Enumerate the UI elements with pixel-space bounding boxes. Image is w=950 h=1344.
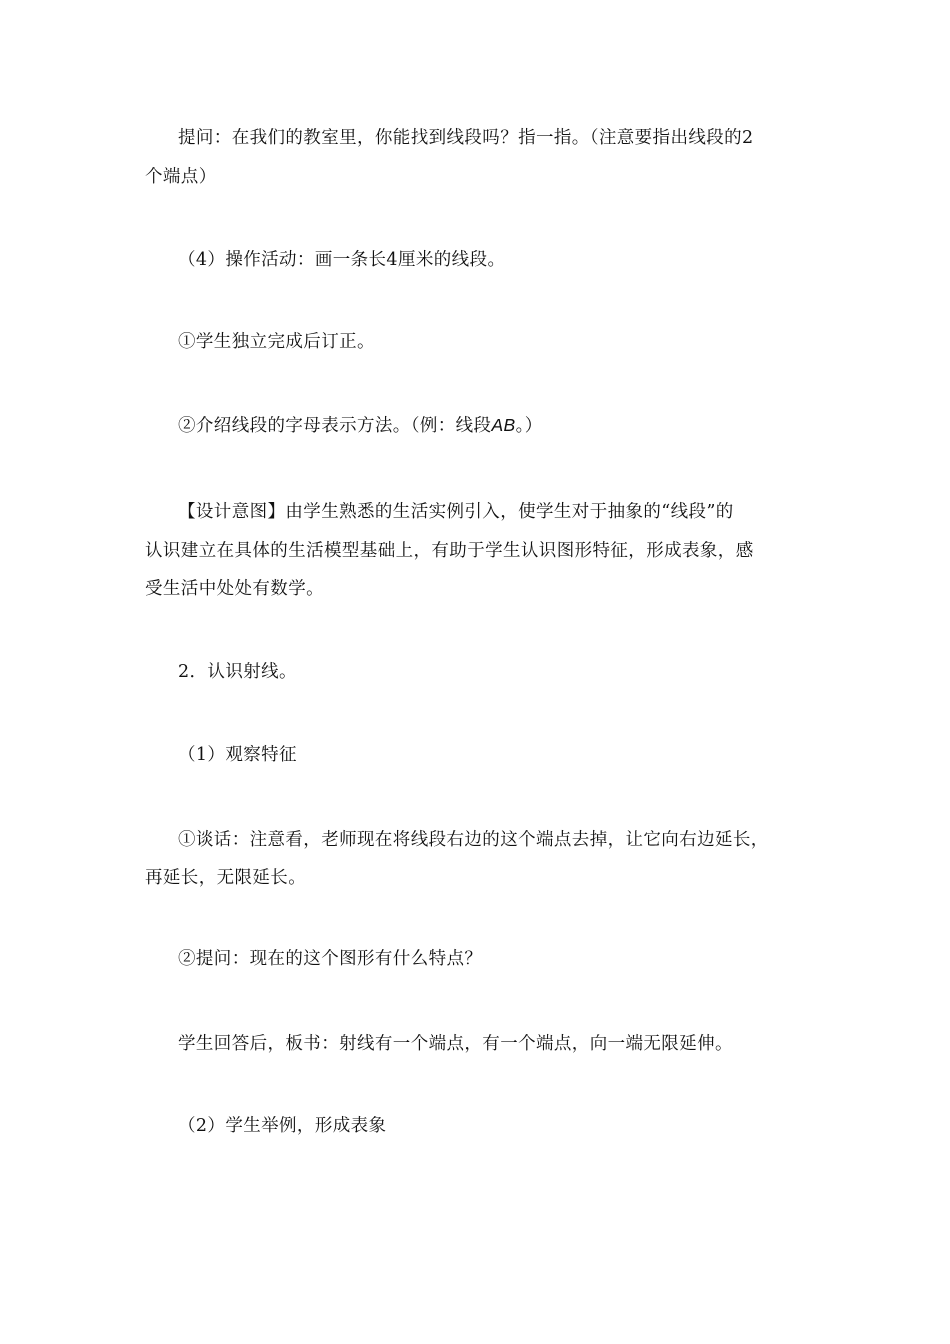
paragraph-activity: （4）操作活动：画一条长4厘米的线段。 xyxy=(178,250,506,270)
paragraph-step1: ①学生独立完成后订正。 xyxy=(178,332,375,352)
paragraph-question-line2: 个端点） xyxy=(145,167,217,187)
paragraph-question-line1: 提问：在我们的教室里，你能找到线段吗？指一指。（注意要指出线段的2 xyxy=(178,128,754,148)
segment-letters: AB xyxy=(491,415,516,435)
paragraph-talk-line1: ①谈话：注意看，老师现在将线段右边的这个端点去掉，让它向右边延长， xyxy=(178,830,769,850)
paragraph-design-intent-line2: 认识建立在具体的生活模型基础上，有助于学生认识图形特征，形成表象，感 xyxy=(145,541,754,561)
paragraph-design-intent-line1: 【设计意图】由学生熟悉的生活实例引入，使学生对于抽象的“线段”的 xyxy=(178,502,734,522)
paragraph-ask: ②提问：现在的这个图形有什么特点？ xyxy=(178,949,483,969)
paragraph-board: 学生回答后，板书：射线有一个端点，有一个端点，向一端无限延伸。 xyxy=(178,1034,733,1054)
paragraph-step2 xyxy=(178,413,543,438)
subheading-observe: （1）观察特征 xyxy=(178,745,297,765)
paragraph-design-intent-line3: 受生活中处处有数学。 xyxy=(145,579,324,599)
heading-ray: 2．认识射线。 xyxy=(178,662,297,682)
step2-prefix: ②介绍线段的字母表示方法。（例：线段 xyxy=(178,416,492,436)
paragraph-talk-line2: 再延长，无限延长。 xyxy=(145,868,307,888)
subheading-examples: （2）学生举例，形成表象 xyxy=(178,1116,387,1136)
step2-suffix: 。） xyxy=(515,416,543,436)
